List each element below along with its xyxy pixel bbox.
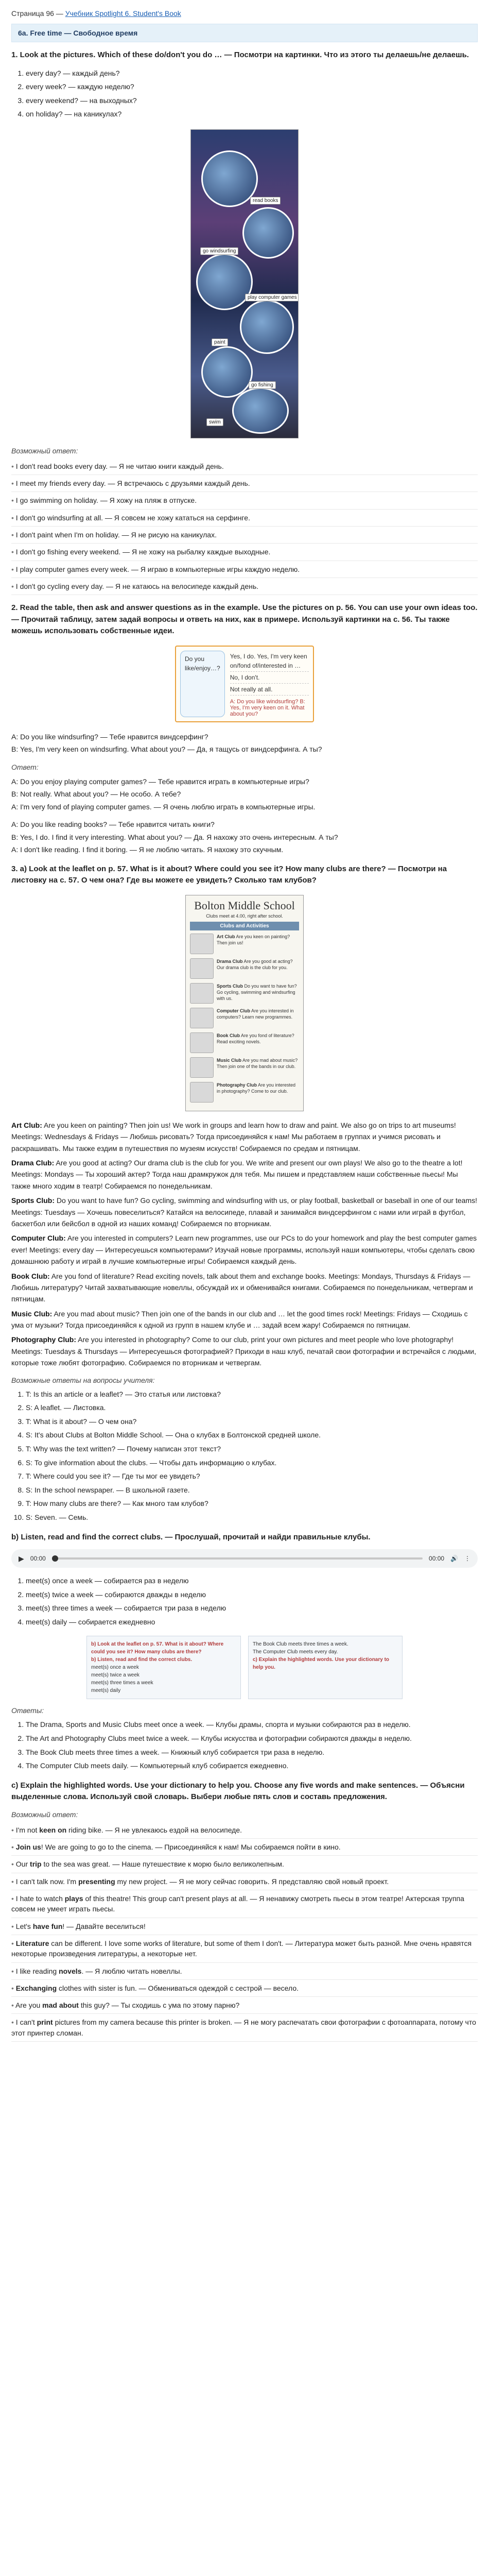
- drama-club-icon: [190, 958, 214, 979]
- qa-heading: Возможные ответы на вопросы учителя:: [11, 1376, 155, 1384]
- audio-progress-handle[interactable]: [52, 1555, 58, 1562]
- task2-answer-heading: Ответ:: [11, 762, 39, 771]
- breadcrumb: [11, 9, 478, 18]
- list-item: 3. every weekend? — на выходных?: [26, 94, 478, 108]
- speech-bubble: Do you like/enjoy…?: [180, 651, 225, 717]
- list-item: • I don't go windsurfing at all. — Я совсем не хожу кататься на серфинге.: [11, 510, 478, 527]
- list-item: • I can't print pictures from my camera because this printer is broken. — Я не могу распечатать свои фотографии с фотоаппарата, потому что этот принтер сломан.: [11, 2014, 478, 2042]
- list-item: 3. T: What is it about? — О чем она?: [26, 1415, 478, 1429]
- task1-heading: 1. Look at the pictures. Which of these do/don't you do … — Посмотри на картинки. Что из этого ты делаешь/не делаешь.: [11, 50, 469, 59]
- list-item: • Our trip to the sea was great. — Наше путешествие к морю было великолепным.: [11, 1856, 478, 1873]
- list-item: 5. T: Why was the text written? — Почему написан этот текст?: [26, 1442, 478, 1456]
- breadcrumb-link[interactable]: Учебник Spotlight 6. Student's Book: [65, 9, 181, 18]
- image-tag: go windsurfing: [200, 247, 238, 255]
- volume-icon[interactable]: 🔊: [450, 1555, 458, 1563]
- list-item: 6. S: To give information about the clubs. — Чтобы дать информацию о клубах.: [26, 1456, 478, 1470]
- list-item: • I hate to watch plays of this theatre! This group can't present plays at all. — Я ненавижу смотреть пьесы в этом театре! Актерская труппа совсем не умеет играть пьесы.: [11, 1890, 478, 1918]
- list-item: • Literature can be different. I love some works of literature, but some of them I don't. — Литература может быть разной. Мне очень нравятся некоторые произведения литературы, а некоторые нет.: [11, 1935, 478, 1963]
- textbook-excerpts: [11, 1636, 478, 1699]
- club-paragraph: Photography Club: Are you interested in photography? Come to our club, print your own pictures and meet people who love photography! Meetings: Tuesdays & Thursdays — Интересуешься фотографией? Приходи в наш клуб, печатай свои фотографии и встречайся с людьми, которые тоже любят фотографию. Собираемся по вторникам и четвергам.: [11, 1335, 477, 1367]
- list-item: • I'm not keen on riding bike. — Я не увлекаюсь ездой на велосипеде.: [11, 1822, 478, 1839]
- dialogue-line: A: I'm very fond of playing computer games. — Я очень люблю играть в компьютерные игры.: [11, 802, 316, 811]
- task3c-answers-heading: Возможный ответ:: [11, 1810, 78, 1819]
- leaflet-club: Sports Club Do you want to have fun? Go cycling, swimming and windsurfing with us.: [190, 983, 299, 1004]
- list-item: • I can't talk now. I'm presenting my new project. — Я не могу сейчас говорить. Я представляю свой новый проект.: [11, 1873, 478, 1890]
- list-item: • I meet my friends every day. — Я встречаюсь с друзьями каждый день.: [11, 475, 478, 492]
- list-item: • Are you mad about this guy? — Ты сходишь с ума по этому парню?: [11, 1997, 478, 2014]
- club-paragraph: Sports Club: Do you want to have fun? Go cycling, swimming and windsurfing with us, or play football, basketball or baseball in one of our teams! Meetings: Tuesdays — Хочешь повеселиться? Катайся на велосипеде, плавай и занимайся виндсерфингом с нами или играй в футбол, баскетбол или бейсбол в одной из наших команд! Собираемся по вторникам.: [11, 1196, 477, 1228]
- response: Not really at all.: [230, 684, 309, 696]
- list-item: 1. The Drama, Sports and Music Clubs meet once a week. — Клубы драмы, спорта и музыки собираются раз в неделю.: [26, 1718, 478, 1732]
- leaflet-subtitle: Clubs meet at 4.00, right after school.: [206, 913, 283, 919]
- list-item: 1. meet(s) once a week — собирается раз в неделю: [26, 1574, 478, 1588]
- list-item: 4. S: It's about Clubs at Bolton Middle School. — Она о клубах в Болтонской средней школе.: [26, 1428, 478, 1442]
- list-item: 4. The Computer Club meets daily. — Компьютерный клуб собирается ежедневно.: [26, 1759, 478, 1773]
- leaflet-image: [185, 895, 304, 1111]
- club-paragraph: Computer Club: Are you interested in computers? Learn new programmes, use our PCs to do your homework and play the best computer games ever! Meetings: every day — Интересуешься компьютерами? Изучай новые программы, используй наши компьютеры, чтобы сделать свою домашнюю работу и играй в лучшие компьютерные игры! Собираемся каждый день.: [11, 1234, 477, 1266]
- leaflet-club: Drama Club Are you good at acting? Our drama club is the club for you.: [190, 958, 299, 979]
- task3c-list: [11, 1822, 478, 2042]
- computer-club-icon: [190, 1008, 214, 1028]
- activities-collage-image: [190, 129, 299, 438]
- image-tag: swim: [206, 418, 223, 426]
- task3b-heading: b) Listen, read and find the correct clubs. — Прослушай, прочитай и найди правильные клубы.: [11, 1532, 371, 1541]
- task3a-heading: 3. a) Look at the leaflet on p. 57. What is it about? Where could you see it? How many clubs are there? — Посмотри на листовку на с. 57. О чем она? Где вы можете ее увидеть? Сколько там клубов?: [11, 864, 447, 885]
- audio-progress-bar[interactable]: [52, 1557, 423, 1560]
- list-item: 3. The Book Club meets three times a week. — Книжный клуб собирается три раза в неделю.: [26, 1745, 478, 1759]
- leaflet-band: Clubs and Activities: [190, 922, 299, 930]
- task3c-heading: c) Explain the highlighted words. Use your dictionary to help you. Choose any five words and make sentences. — Объясни выделенные слова. Используй свой словарь. Выбери любые пять слов и составь предложения.: [11, 1781, 465, 1802]
- list-item: 9. T: How many clubs are there? — Как много там клубов?: [26, 1497, 478, 1511]
- breadcrumb-prefix: Страница 96 —: [11, 9, 63, 18]
- leaflet-title: Bolton Middle School: [194, 899, 295, 912]
- dialogue-line: A: Do you like windsurfing? — Тебе нравится виндсерфинг?: [11, 732, 208, 741]
- textbook-excerpt-left: b) Look at the leaflet on p. 57. What is it about? Where could you see it? How many clubs are there? b) Listen, read and find the correct clubs. meet(s) once a week meet(s) twice a week meet(s) three times a week meet(s) daily: [86, 1636, 241, 1699]
- list-item: 3. meet(s) three times a week — собирается три раза в неделю: [26, 1601, 478, 1615]
- image-tag: go fishing: [249, 381, 276, 389]
- list-item: 2. every week? — каждую неделю?: [26, 80, 478, 94]
- task3b-list: [11, 1574, 478, 1629]
- leaflet-club: Book Club Are you fond of literature? Read exciting novels.: [190, 1032, 299, 1053]
- task3b-answers: [11, 1718, 478, 1772]
- speech-example: A: Do you like windsurfing? B: Yes, I'm very keen on it. What about you?: [230, 698, 305, 717]
- image-tag: play computer games: [245, 294, 299, 301]
- club-paragraph: Drama Club: Are you good at acting? Our drama club is the club for you. We write and present our own plays! We also go to the theatre a lot! Meetings: Mondays — Ты хороший актер? Тогда наш драмкружок для тебя. Мы пишем и представляем наши собственные пьесы! Мы также много ходим в театр! Собираемся по понедельникам.: [11, 1159, 463, 1190]
- list-item: 7. T: Where could you see it? — Где ты мог ее увидеть?: [26, 1469, 478, 1483]
- task2-dialogue-1: [11, 775, 478, 856]
- dialogue-line: A: Do you enjoy playing computer games? — Тебе нравится играть в компьютерные игры?: [11, 777, 309, 786]
- dialogue-line: B: Not really. What about you? — Не особо. А тебе?: [11, 790, 181, 799]
- list-item: • I go swimming on holiday. — Я хожу на пляж в отпуске.: [11, 492, 478, 509]
- task1-answers-heading: Возможный ответ:: [11, 446, 78, 455]
- textbook-excerpt-right: The Book Club meets three times a week. The Computer Club meets every day. c) Explain the highlighted words. Use your dictionary to help you.: [248, 1636, 403, 1699]
- response: No, I don't.: [230, 672, 309, 684]
- dialogue-line: A: Do you like reading books? — Тебе нравится читать книги?: [11, 820, 215, 829]
- leaflet-club: Music Club Are you mad about music? Then join one of the bands in our club.: [190, 1057, 299, 1078]
- qa-list: [11, 1387, 478, 1524]
- response: Yes, I do. Yes, I'm very keen on/fond of/interested in …: [230, 651, 309, 672]
- list-item: 10. S: Seven. — Семь.: [26, 1511, 478, 1524]
- book-club-icon: [190, 1032, 214, 1053]
- leaflet-club: Art Club Are you keen on painting? Then join us!: [190, 934, 299, 954]
- speech-responses: [230, 651, 309, 696]
- list-item: 2. S: A leaflet. — Листовка.: [26, 1401, 478, 1415]
- list-item: • I play computer games every week. — Я играю в компьютерные игры каждую неделю.: [11, 561, 478, 578]
- dialogue-line: A: I don't like reading. I find it boring. — Я не люблю читать. Я нахожу это скучным.: [11, 845, 284, 854]
- section-title: 6a. Free time — Свободное время: [11, 24, 478, 42]
- leaflet-club: Photography Club Are you interested in photography? Come to our club.: [190, 1082, 299, 1103]
- list-item: • I like reading novels. — Я люблю читать новеллы.: [11, 1963, 478, 1980]
- list-item: • I don't go fishing every weekend. — Я не хожу на рыбалку каждые выходные.: [11, 544, 478, 561]
- speech-table-image: [175, 646, 314, 722]
- dialogue-line: B: Yes, I'm very keen on windsurfing. What about you? — Да, я тащусь от виндсерфинга. А ты?: [11, 745, 322, 754]
- photography-club-icon: [190, 1082, 214, 1103]
- list-item: • I don't read books every day. — Я не читаю книги каждый день.: [11, 458, 478, 475]
- task2-heading: 2. Read the table, then ask and answer questions as in the example. Use the pictures on p. 56. You can use your own ideas too. — Прочитай таблицу, затем задай вопросы и ответь на них, как в примере. Используй картинки на с. 56. Ты также можешь использовать собственные идеи.: [11, 603, 478, 636]
- art-club-icon: [190, 934, 214, 954]
- sports-club-icon: [190, 983, 214, 1004]
- club-paragraph: Music Club: Are you mad about music? Then join one of the bands in our club and … let the good times rock! Meetings: Fridays — Сходишь с ума от музыки? Тогда присоединяйся к одной из групп в нашем клубе и … задай всем жару! Собираемся по пятницам.: [11, 1309, 468, 1330]
- audio-player[interactable]: [11, 1549, 478, 1568]
- list-item: 8. S: In the school newspaper. — В школьной газете.: [26, 1483, 478, 1497]
- list-item: 1. every day? — каждый день?: [26, 66, 478, 80]
- image-tag: paint: [212, 338, 228, 346]
- audio-current-time: 00:00: [30, 1555, 46, 1563]
- dialogue-line: B: Yes, I do. I find it very interesting. What about you? — Да. Я нахожу это очень интересным. А ты?: [11, 833, 338, 841]
- play-icon[interactable]: ▶: [19, 1554, 24, 1563]
- list-item: 4. meet(s) daily — собирается ежедневно: [26, 1615, 478, 1629]
- club-paragraph: Art Club: Are you keen on painting? Then join us! We work in groups and learn how to draw and paint. We also go on trips to art museums! Meetings: Wednesdays & Fridays — Любишь рисовать? Тогда присоединяйся к нам! Мы работаем в группах и учимся рисовать и раскрашивать. Мы также ездим в путешествия по музеям искусств! Собираемся по средам и пятницам.: [11, 1121, 456, 1153]
- club-paragraph: Book Club: Are you fond of literature? Read exciting novels, talk about them and exchange books. Meetings: Mondays, Thursdays & Fridays — Любишь литературу? Читай захватывающие новеллы, обсуждай их и обменивайся книгами. Собираемся по понедельникам, четвергам и пятницам.: [11, 1272, 473, 1303]
- list-item: • I don't paint when I'm on holiday. — Я не рисую на каникулах.: [11, 527, 478, 544]
- list-item: 1. T: Is this an article or a leaflet? — Это статья или листовка?: [26, 1387, 478, 1401]
- list-item: 2. meet(s) twice a week — собираются дважды в неделю: [26, 1588, 478, 1602]
- image-tag: read books: [250, 197, 281, 205]
- task1-list: [11, 66, 478, 121]
- task1-answers: [11, 458, 478, 595]
- music-club-icon: [190, 1057, 214, 1078]
- task2-example: [11, 731, 478, 756]
- list-item: 4. on holiday? — на каникулах?: [26, 107, 478, 121]
- list-item: • Join us! We are going to go to the cinema. — Присоединяйся к нам! Мы собираемся пойти в кино.: [11, 1839, 478, 1856]
- audio-end-time: 00:00: [429, 1555, 445, 1563]
- more-options-icon[interactable]: ⋮: [464, 1555, 470, 1563]
- task3b-answers-heading: Ответы:: [11, 1706, 44, 1715]
- list-item: • Let's have fun! — Давайте веселиться!: [11, 1918, 478, 1935]
- list-item: • Exchanging clothes with sister is fun. — Обмениваться одеждой с сестрой — весело.: [11, 1980, 478, 1997]
- list-item: • I don't go cycling every day. — Я не катаюсь на велосипеде каждый день.: [11, 578, 478, 595]
- list-item: 2. The Art and Photography Clubs meet twice a week. — Клубы искусства и фотографии собираются дважды в неделю.: [26, 1732, 478, 1745]
- leaflet-club: Computer Club Are you interested in computers? Learn new programmes.: [190, 1008, 299, 1028]
